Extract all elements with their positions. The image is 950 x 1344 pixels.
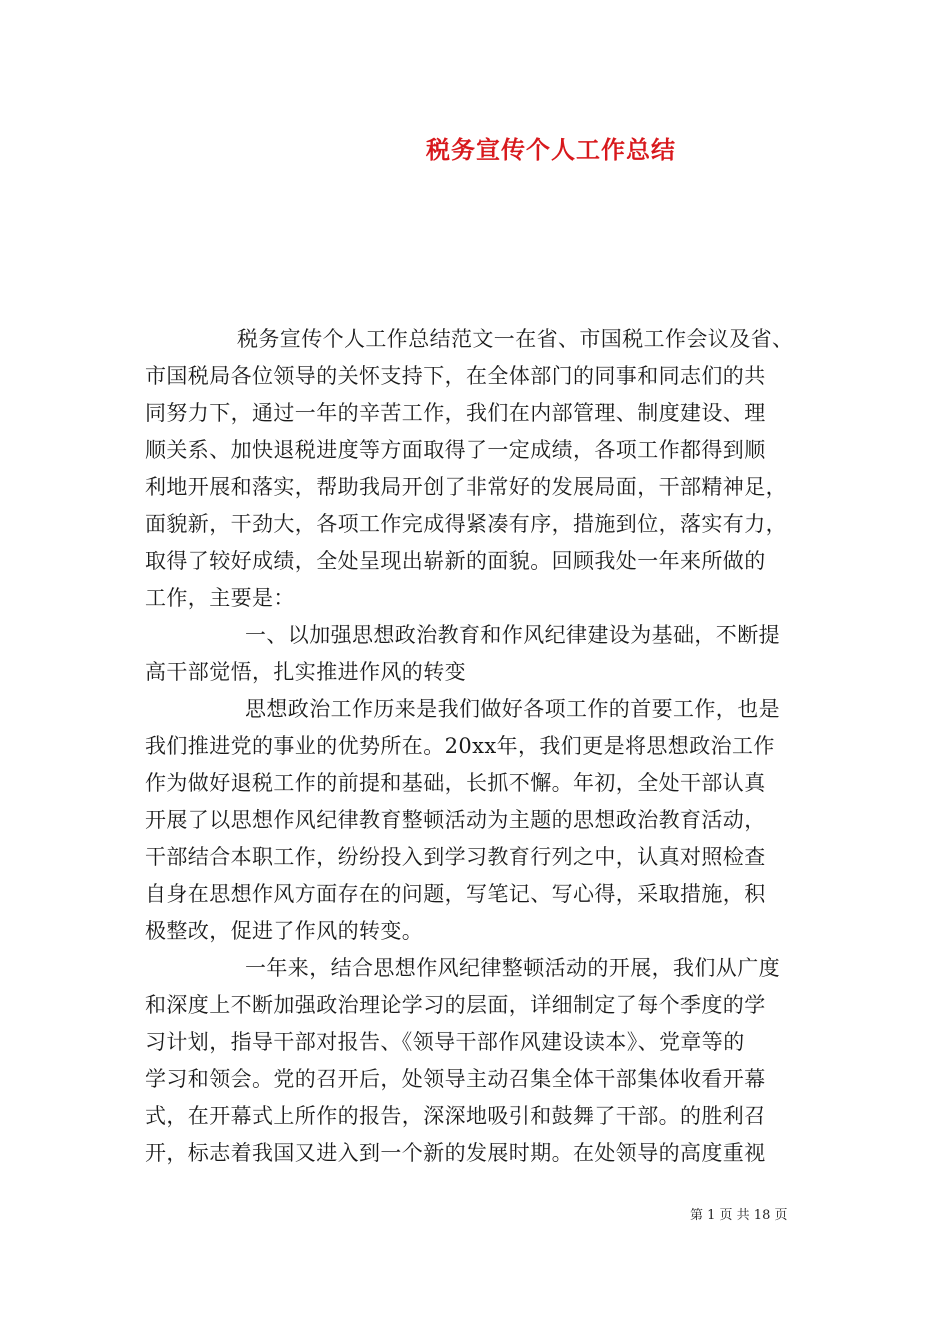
- body-line: 自身在思想作风方面存在的问题，写笔记、写心得，采取措施，积: [145, 882, 766, 906]
- body-line: 一年来，结合思想作风纪律整顿活动的开展，我们从广度: [245, 956, 780, 980]
- page-footer: 第 1 页 共 18 页: [690, 1208, 788, 1223]
- body-line: 极整改，促进了作风的转变。: [145, 919, 424, 943]
- document-body: [145, 321, 809, 1172]
- body-line: 同努力下，通过一年的辛苦工作，我们在内部管理、制度建设、理: [145, 401, 766, 425]
- body-line: 思想政治工作历来是我们做好各项工作的首要工作，也是: [245, 697, 780, 721]
- body-line: 一、以加强思想政治教育和作风纪律建设为基础，不断提: [245, 623, 780, 647]
- body-line: 和深度上不断加强政治理论学习的层面，详细制定了每个季度的学: [145, 993, 766, 1017]
- body-line: 利地开展和落实，帮助我局开创了非常好的发展局面，干部精神足，: [145, 475, 787, 499]
- body-line: 取得了较好成绩，全处呈现出崭新的面貌。回顾我处一年来所做的: [145, 549, 766, 573]
- body-line: 习计划，指导干部对报告、《领导干部作风建设读本》、党章等的: [145, 1030, 745, 1054]
- document-title: 税务宣传个人工作总结: [426, 135, 676, 164]
- body-line: 高干部觉悟，扎实推进作风的转变: [145, 660, 466, 684]
- body-line: 工作，主要是：: [145, 586, 295, 610]
- body-line: 开，标志着我国又进入到一个新的发展时期。在处领导的高度重视: [145, 1141, 766, 1165]
- body-line: 顺关系、加快退税进度等方面取得了一定成绩，各项工作都得到顺: [145, 438, 766, 462]
- body-line: 学习和领会。党的召开后，处领导主动召集全体干部集体收看开幕: [145, 1067, 766, 1091]
- body-line: 作为做好退税工作的前提和基础，长抓不懈。年初，全处干部认真: [145, 771, 766, 795]
- body-line: 税务宣传个人工作总结范文一在省、市国税工作会议及省、: [237, 327, 794, 351]
- body-line: 干部结合本职工作，纷纷投入到学习教育行列之中，认真对照检查: [145, 845, 766, 869]
- body-line: 式，在开幕式上所作的报告，深深地吸引和鼓舞了干部。的胜利召: [145, 1104, 766, 1128]
- body-line: 我们推进党的事业的优势所在。20xx年，我们更是将思想政治工作: [145, 734, 775, 758]
- body-line: 面貌新，干劲大，各项工作完成得紧凑有序，措施到位，落实有力，: [145, 512, 787, 536]
- body-line: 开展了以思想作风纪律教育整顿活动为主题的思想政治教育活动，: [145, 808, 766, 832]
- body-line: 市国税局各位领导的关怀支持下，在全体部门的同事和同志们的共: [145, 364, 766, 388]
